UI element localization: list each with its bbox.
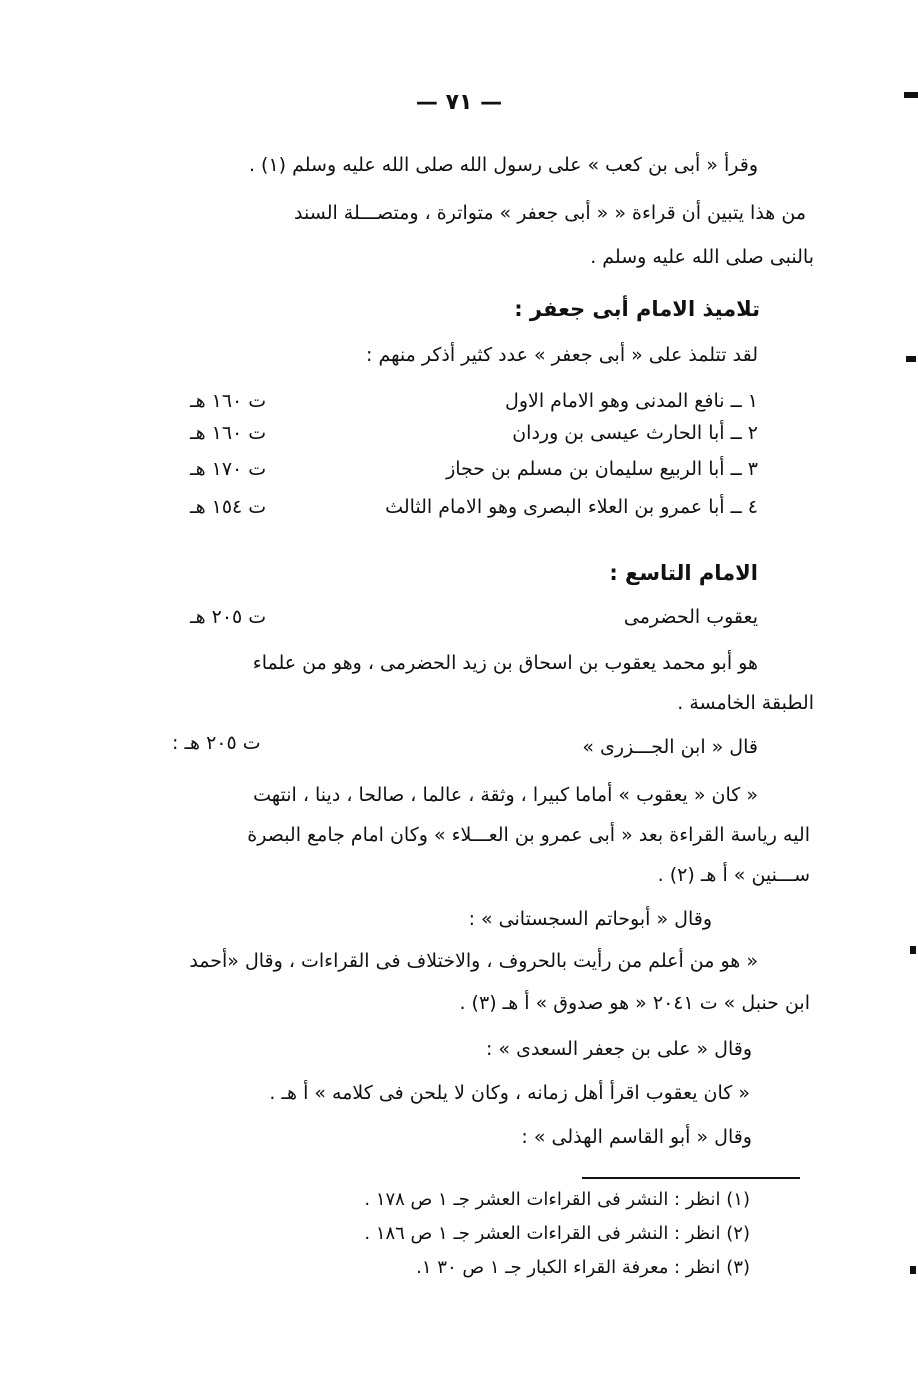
- section-heading-ninth: الامام التاسع :: [609, 561, 758, 585]
- section-heading-students: تلاميذ الامام أبى جعفر :: [514, 297, 760, 321]
- quote-line: اليه رياسة القراءة بعد « أبى عمرو بن العـــلاء » وكان امام جامع البصرة: [247, 824, 810, 846]
- list-item-name: ٣ ــ أبا الربيع سليمان بن مسلم بن حجاز: [446, 458, 758, 480]
- scan-edge-mark: [910, 1266, 916, 1274]
- list-item-name: ٤ ــ أبا عمرو بن العلاء البصرى وهو الامام الثالث: [385, 496, 758, 518]
- page-number: — ٧١ —: [415, 90, 503, 115]
- scan-edge-mark: [906, 356, 916, 362]
- text-line: بالنبى صلى الله عليه وسلم .: [590, 246, 814, 268]
- text-line: من هذا يتبين أن قراءة « « أبى جعفر » متواترة ، ومتصـــلة السند: [294, 202, 806, 224]
- bio-line: الطبقة الخامسة .: [677, 692, 814, 714]
- footnote: (٢) انظر : النشر فى القراءات العشر جـ ١ ص ١٨٦ .: [364, 1223, 750, 1244]
- quote-line: ابن حنبل » ت ٢٠٤١ « هو صدوق » أ هـ (٣) .: [459, 992, 810, 1014]
- scan-edge-mark: [904, 92, 918, 98]
- bio-line: هو أبو محمد يعقوب بن اسحاق بن زيد الحضرمى ، وهو من علماء: [252, 652, 758, 674]
- imam-name: يعقوب الحضرمى: [623, 606, 758, 628]
- list-item-death: ت ١٥٤ هـ: [190, 496, 267, 518]
- list-item-death: ت ١٦٠ هـ: [190, 422, 267, 444]
- students-intro: لقد تتلمذ على « أبى جعفر » عدد كثير أذكر منهم :: [366, 344, 758, 366]
- list-item-death: ت ١٦٠ هـ: [190, 390, 267, 412]
- quote-line: « كان يعقوب اقرأ أهل زمانه ، وكان لا يلحن فى كلامه » أ هـ .: [269, 1082, 750, 1104]
- quote-line: « هو من أعلم من رأيت بالحروف ، والاختلاف فى القراءات ، وقال «أحمد: [189, 950, 758, 972]
- list-item-name: ١ ــ نافع المدنى وهو الامام الاول: [505, 390, 758, 412]
- sijistani-label: وقال « أبوحاتم السجستانى » :: [468, 908, 712, 930]
- hudhali-label: وقال « أبو القاسم الهذلى » :: [521, 1126, 752, 1148]
- footnote-divider: [582, 1177, 800, 1179]
- footnote: (١) انظر : النشر فى القراءات العشر جـ ١ ص ١٧٨ .: [364, 1189, 750, 1210]
- list-item-name: ٢ ــ أبا الحارث عيسى بن وردان: [512, 422, 758, 444]
- scan-edge-mark: [910, 946, 916, 954]
- jazari-label: قال « ابن الجـــزرى »: [582, 736, 758, 758]
- saadi-label: وقال « على بن جعفر السعدى » :: [485, 1038, 752, 1060]
- list-item-death: ت ١٧٠ هـ: [190, 458, 267, 480]
- imam-death: ت ٢٠٥ هـ: [190, 606, 267, 628]
- jazari-death: ت ٢٠٥ هـ :: [172, 732, 261, 754]
- quote-line: ســـنين » أ هـ (٢) .: [657, 864, 810, 886]
- footnote: (٣) انظر : معرفة القراء الكبار جـ ١ ص ٣٠ ١.: [416, 1257, 750, 1278]
- quote-line: « كان « يعقوب » أماما كبيرا ، وثقة ، عالما ، صالحا ، دينا ، انتهت: [253, 784, 758, 806]
- text-line: وقرأ « أبى بن كعب » على رسول الله صلى الله عليه وسلم (١) .: [248, 154, 758, 176]
